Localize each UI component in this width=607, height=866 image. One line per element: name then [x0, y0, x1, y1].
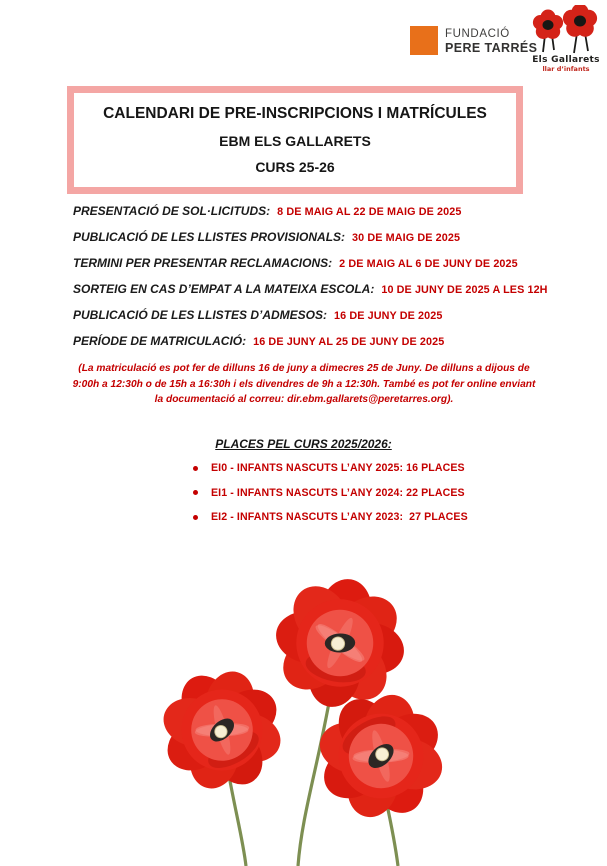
place-item-label: EI0 - INFANTS NASCUTS L’ANY 2025: 16 PLACES [211, 462, 465, 475]
gallarets-logo-subtitle: llar d’infants [542, 65, 590, 73]
place-item-label: EI1 - INFANTS NASCUTS L’ANY 2024: 22 PLACES [211, 486, 465, 499]
place-item-label: EI2 - INFANTS NASCUTS L’ANY 2023: 27 PLACES [211, 511, 468, 524]
fundacio-orange-square-icon [410, 26, 438, 55]
bullet-icon [193, 515, 198, 520]
list-item [193, 481, 468, 506]
schedule-row [73, 204, 573, 230]
schedule-list [73, 204, 573, 360]
places-title: PLACES PEL CURS 2025/2026: [215, 437, 392, 451]
gallarets-logo-name: Els Gallarets [532, 55, 600, 65]
schedule-row [73, 282, 573, 308]
els-gallarets-logo [526, 5, 606, 73]
poppy-flowers-illustration [140, 560, 470, 866]
bullet-icon [193, 490, 198, 495]
schedule-row [73, 308, 573, 334]
schedule-value: 16 DE JUNY DE 2025 [334, 310, 443, 322]
schedule-value: 2 DE MAIG AL 6 DE JUNY DE 2025 [339, 258, 518, 270]
list-item [193, 456, 468, 481]
schedule-value: 10 DE JUNY DE 2025 A LES 12H [381, 284, 548, 296]
places-list [193, 456, 468, 530]
schedule-label: SORTEIG EN CAS D’EMPAT A LA MATEIXA ESCOLA: [73, 282, 375, 296]
schedule-label: TERMINI PER PRESENTAR RECLAMACIONS: [73, 256, 333, 270]
matriculation-note: (La matriculació es pot fer de dilluns 16 de juny a dimecres 25 de Juny. De dilluns a dijous de 9:00h a 12:30h o de 15h a 16:30h i els divendres de 9h a 12:30h. També es pot fer online enviant la documentació al correu: dir.ebm.gallarets@peretarres.org). [72, 363, 536, 405]
poppy-characters-icon [528, 5, 604, 55]
schedule-label: PUBLICACIÓ DE LES LLISTES PROVISIONALS: [73, 230, 346, 244]
schedule-label: PUBLICACIÓ DE LES LLISTES D’ADMESOS: [73, 308, 328, 322]
schedule-label: PERÍODE DE MATRICULACIÓ: [73, 334, 247, 348]
schedule-value: 30 DE MAIG DE 2025 [352, 232, 461, 244]
fundacio-pere-tarres-logo [410, 26, 537, 55]
fundacio-logo-line1: FUNDACIÓ [445, 28, 510, 40]
schedule-label: PRESENTACIÓ DE SOL·LICITUDS: [73, 204, 271, 218]
title-box [67, 86, 523, 194]
schedule-row [73, 334, 573, 360]
schedule-value: 8 DE MAIG AL 22 DE MAIG DE 2025 [277, 206, 462, 218]
schedule-row [73, 230, 573, 256]
document-subtitle-school: EBM ELS GALLARETS [219, 133, 371, 149]
fundacio-logo-line2: PERE TARRÉS [445, 41, 538, 55]
list-item [193, 505, 468, 530]
bullet-icon [193, 466, 198, 471]
schedule-value: 16 DE JUNY AL 25 DE JUNY DE 2025 [253, 336, 445, 348]
document-title: CALENDARI DE PRE-INSCRIPCIONS I MATRÍCULES [103, 105, 487, 122]
document-subtitle-course: CURS 25-26 [255, 159, 335, 175]
schedule-row [73, 256, 573, 282]
